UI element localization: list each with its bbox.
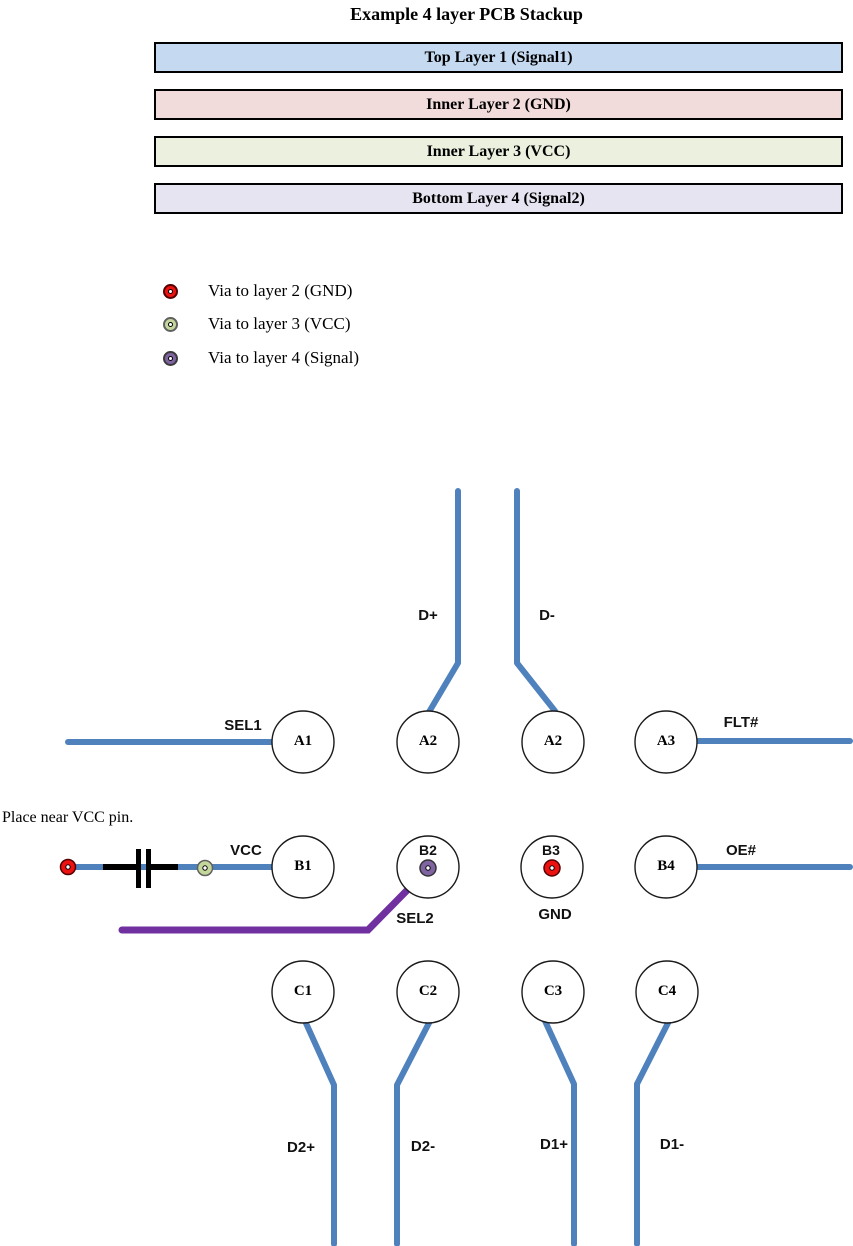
placement-note: Place near VCC pin. (2, 809, 134, 826)
net-label-d1-minus: D1- (659, 1136, 685, 1153)
net-label-sel1: SEL1 (224, 717, 262, 734)
pin-label-c4: C4 (657, 983, 677, 999)
pin-label-c3: C3 (543, 983, 563, 999)
pin-label-b1: B1 (294, 858, 312, 874)
pin-label-a2-first: A2 (418, 733, 438, 749)
legend-label-gnd-via: Via to layer 2 (GND) (208, 281, 353, 300)
via-gnd-cap (61, 860, 76, 875)
trace-d-minus (517, 491, 555, 711)
net-label-vcc: VCC (230, 842, 262, 859)
trace-d1-plus (545, 1021, 574, 1244)
stackup-layer-top-label: Top Layer 1 (Signal1) (424, 49, 573, 66)
pin-label-a1: A1 (293, 733, 313, 749)
net-label-d-minus: D- (539, 607, 555, 624)
trace-d1-minus (637, 1021, 669, 1244)
pin-label-b2: B2 (419, 842, 437, 858)
pin-label-a3: A3 (656, 733, 676, 749)
stackup-layer-inner3-label: Inner Layer 3 (VCC) (426, 143, 571, 160)
pin-label-c1: C1 (293, 983, 313, 999)
page-title: Example 4 layer PCB Stackup (350, 4, 583, 24)
net-label-d1-plus: D1+ (540, 1136, 568, 1153)
capacitor-plate-right (146, 849, 151, 888)
capacitor-plate-left (136, 849, 141, 888)
trace-d2-minus (397, 1021, 430, 1244)
pin-label-c2: C2 (418, 983, 438, 999)
decoupling-capacitor (103, 849, 178, 888)
stackup-layer-inner2-label: Inner Layer 2 (GND) (426, 96, 571, 113)
pin-label-b3: B3 (542, 842, 560, 858)
net-label-flt: FLT# (723, 714, 759, 731)
net-label-gnd: GND (538, 906, 572, 923)
net-label-d-plus: D+ (418, 607, 438, 624)
via-vcc-cap (198, 861, 213, 876)
net-label-oe: OE# (725, 842, 756, 859)
via-gnd-b3 (544, 860, 560, 876)
net-label-d2-plus: D2+ (287, 1139, 315, 1156)
legend-label-vcc-via: Via to layer 3 (VCC) (208, 314, 351, 333)
trace-d2-plus (305, 1021, 334, 1244)
net-label-sel2: SEL2 (396, 910, 434, 927)
legend-label-signal-via: Via to layer 4 (Signal) (208, 348, 359, 367)
trace-d-plus (429, 491, 458, 712)
net-label-d2-minus: D2- (410, 1138, 436, 1155)
pin-label-a2-second: A2 (543, 733, 563, 749)
pin-label-b4: B4 (657, 858, 675, 874)
stackup-layer-bottom-label: Bottom Layer 4 (Signal2) (412, 190, 585, 207)
via-signal-b2 (420, 860, 436, 876)
